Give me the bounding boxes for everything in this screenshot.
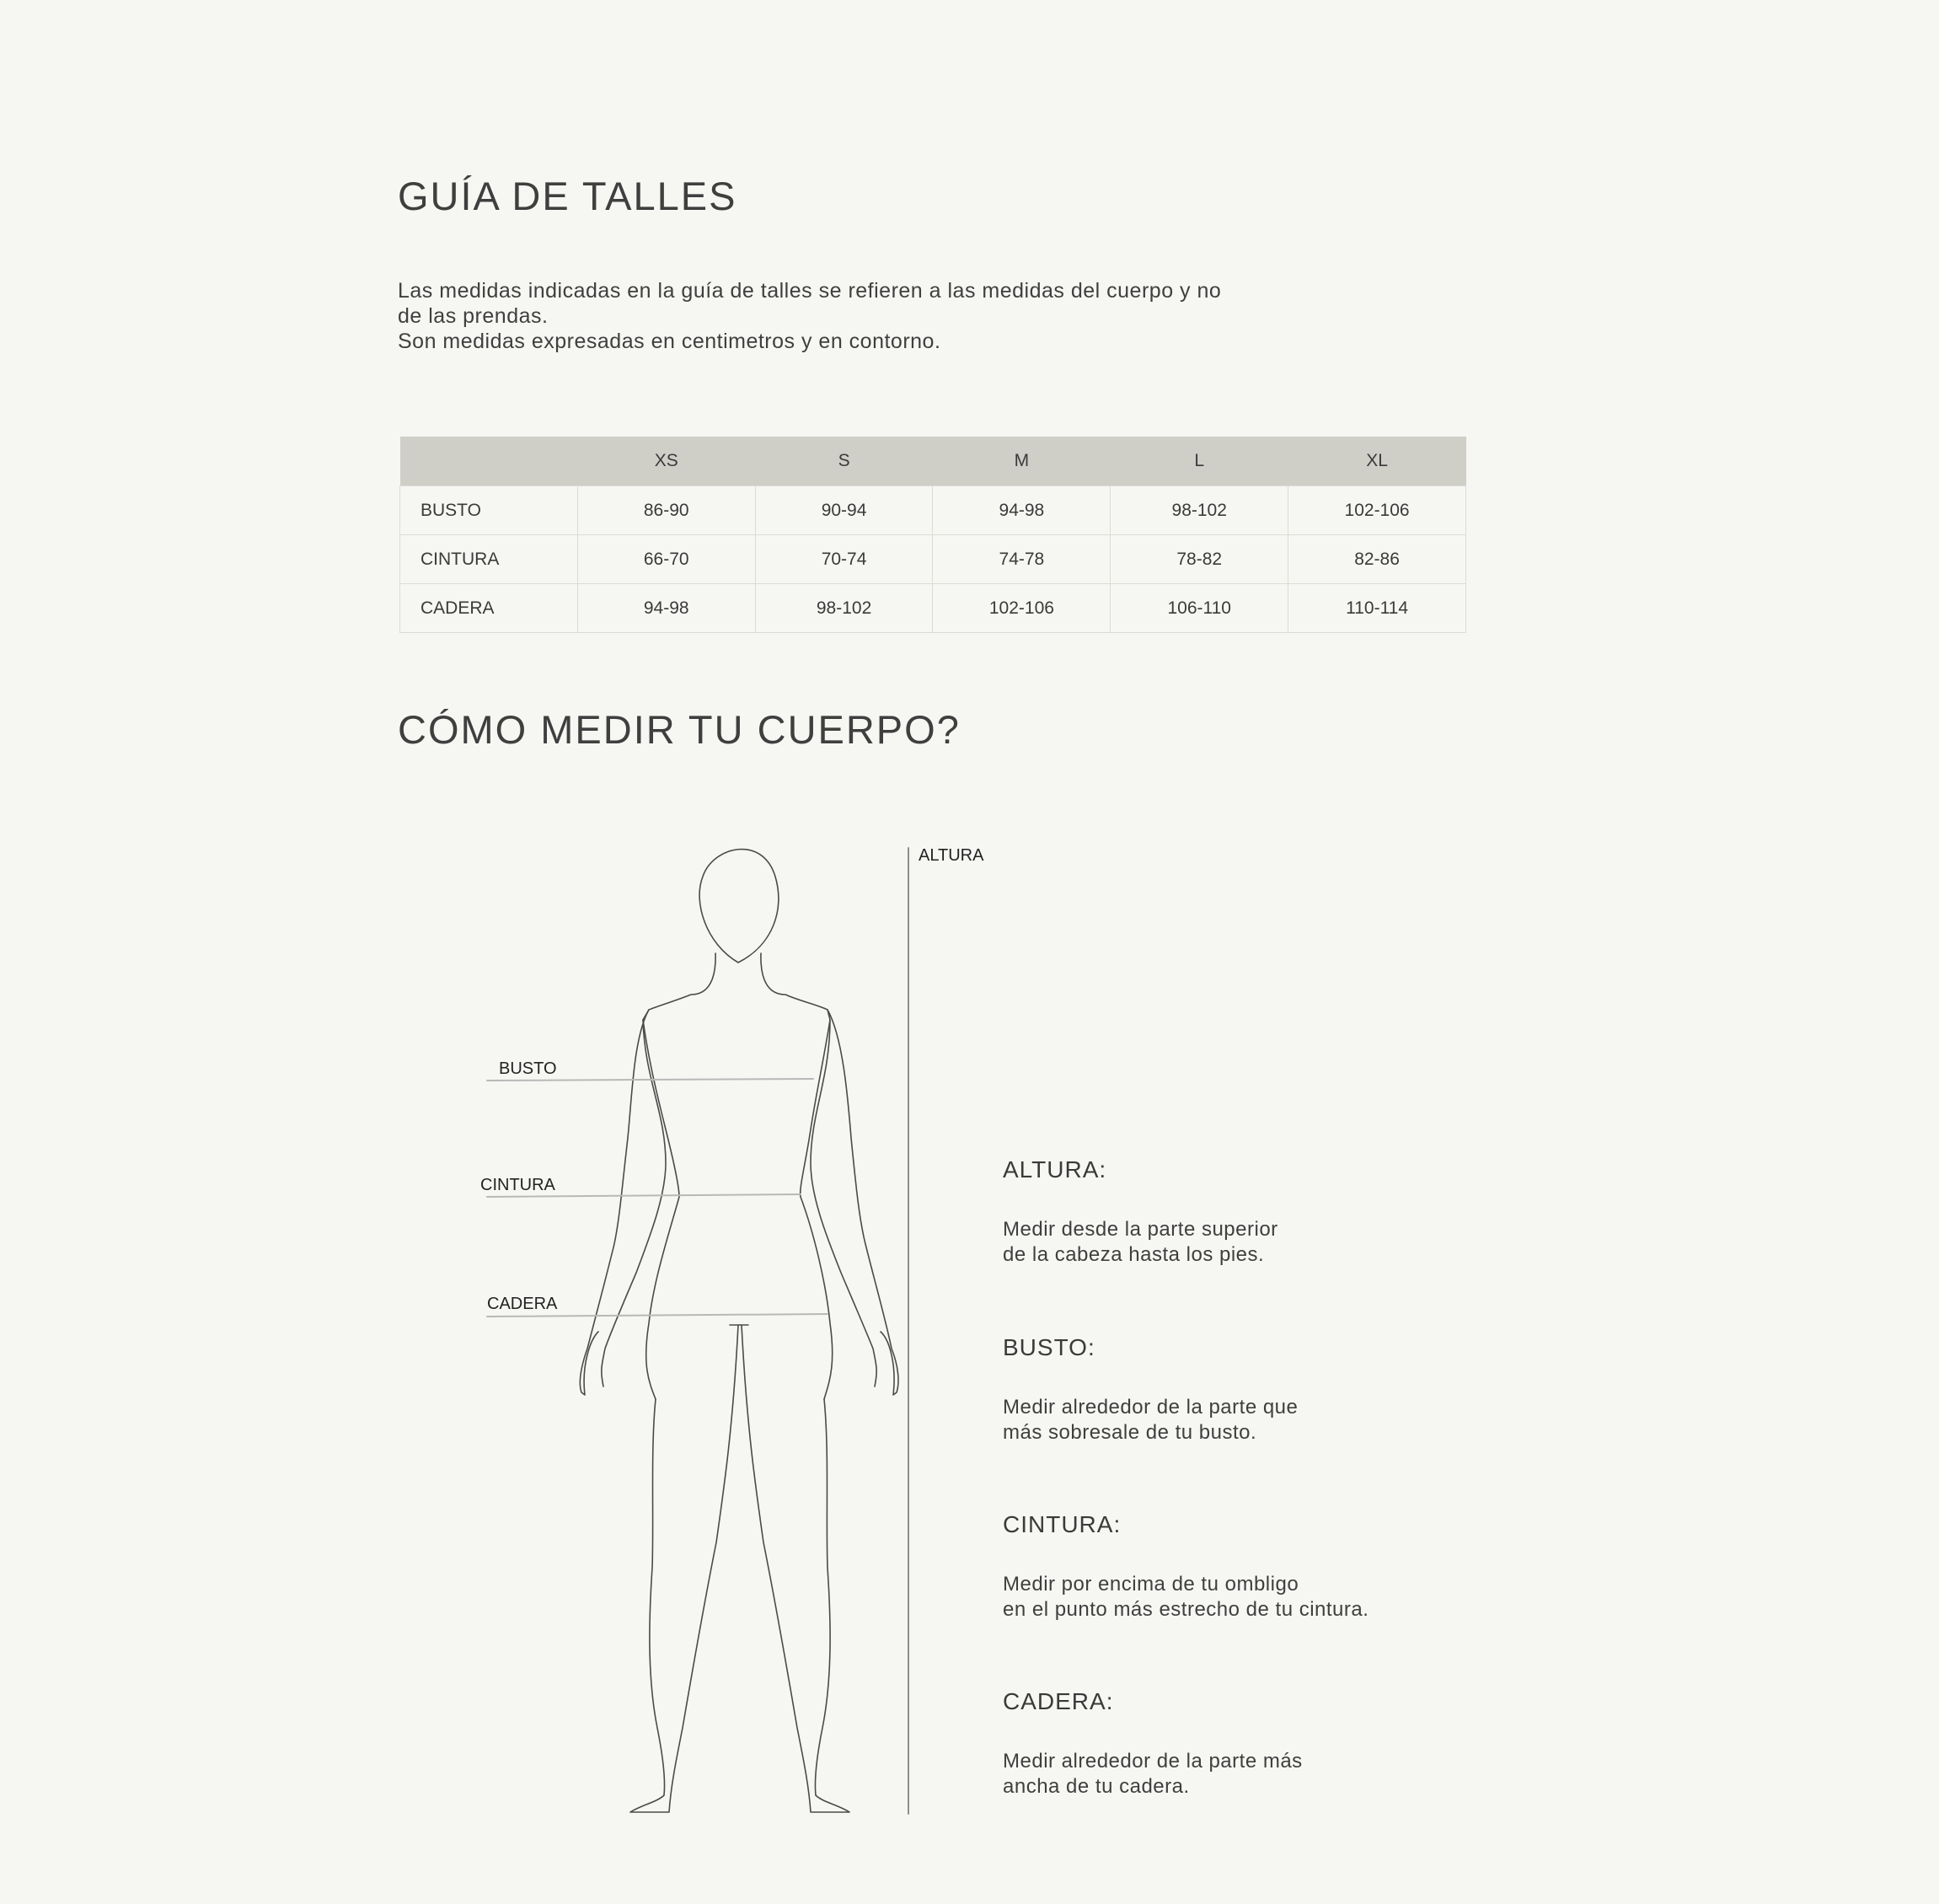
figure-label-busto: BUSTO — [499, 1059, 557, 1078]
table-cell: 102-106 — [1288, 486, 1466, 535]
measure-line: Medir alrededor de la parte más — [1003, 1750, 1303, 1773]
table-cell: 98-102 — [755, 584, 933, 633]
figure-head — [699, 850, 779, 963]
row-label: CADERA — [400, 584, 578, 633]
measure-description — [1003, 1572, 1369, 1622]
measure-title: CINTURA: — [1003, 1511, 1122, 1537]
measure-line: Medir alrededor de la parte que — [1003, 1396, 1299, 1419]
row-label: BUSTO — [400, 486, 578, 535]
measure-line: Medir desde la parte superior — [1003, 1218, 1278, 1241]
figure-label-cadera: CADERA — [487, 1295, 558, 1313]
intro-line: Son medidas expresadas en centimetros y en contorno. — [398, 330, 941, 353]
measure-description — [1003, 1749, 1303, 1799]
measure-description — [1003, 1217, 1278, 1268]
table-cell: 98-102 — [1111, 486, 1288, 535]
table-cell: 86-90 — [577, 486, 755, 535]
busto-line — [487, 1079, 813, 1081]
header-xl: XL — [1288, 437, 1466, 486]
measure-title: BUSTO: — [1003, 1334, 1095, 1360]
figure-legs — [630, 1325, 849, 1812]
table-cell: 106-110 — [1111, 584, 1288, 633]
intro-line: Las medidas indicadas en la guía de talles se refieren a las medidas del cuerpo y no — [398, 279, 1222, 303]
header-l: L — [1111, 437, 1288, 486]
header-m: M — [933, 437, 1111, 486]
figure-left-arm — [580, 1010, 666, 1395]
figure-label-altura: ALTURA — [919, 846, 984, 865]
figure-label-cintura: CINTURA — [480, 1176, 555, 1194]
measure-altura — [1003, 1156, 1278, 1268]
row-label: CINTURA — [400, 535, 578, 584]
measure-title: ALTURA: — [1003, 1156, 1107, 1183]
measure-line: en el punto más estrecho de tu cintura. — [1003, 1598, 1369, 1621]
table-cell: 110-114 — [1288, 584, 1466, 633]
page-title: GUÍA DE TALLES — [398, 174, 737, 218]
table-cell: 78-82 — [1111, 535, 1288, 584]
measure-cintura — [1003, 1511, 1369, 1622]
measure-cadera — [1003, 1688, 1303, 1799]
measure-line: ancha de tu cadera. — [1003, 1775, 1190, 1798]
measure-line: más sobresale de tu busto. — [1003, 1421, 1257, 1444]
table-cell: 90-94 — [755, 486, 933, 535]
header-s: S — [755, 437, 933, 486]
table-cell: 74-78 — [933, 535, 1111, 584]
measure-busto — [1003, 1334, 1298, 1445]
intro-line: de las prendas. — [398, 304, 549, 328]
table-cell: 94-98 — [577, 584, 755, 633]
header-xs: XS — [577, 437, 755, 486]
measure-title: CADERA: — [1003, 1688, 1114, 1714]
cadera-line — [487, 1314, 828, 1317]
figure-right-arm — [811, 1010, 898, 1395]
table-cell: 82-86 — [1288, 535, 1466, 584]
table-cell: 94-98 — [933, 486, 1111, 535]
measure-description — [1003, 1395, 1298, 1445]
table-cell: 70-74 — [755, 535, 933, 584]
measure-line: de la cabeza hasta los pies. — [1003, 1243, 1265, 1266]
table-cell: 66-70 — [577, 535, 755, 584]
how-to-measure-title: CÓMO MEDIR TU CUERPO? — [398, 707, 961, 752]
measure-line: Medir por encima de tu ombligo — [1003, 1573, 1299, 1596]
table-cell: 102-106 — [933, 584, 1111, 633]
